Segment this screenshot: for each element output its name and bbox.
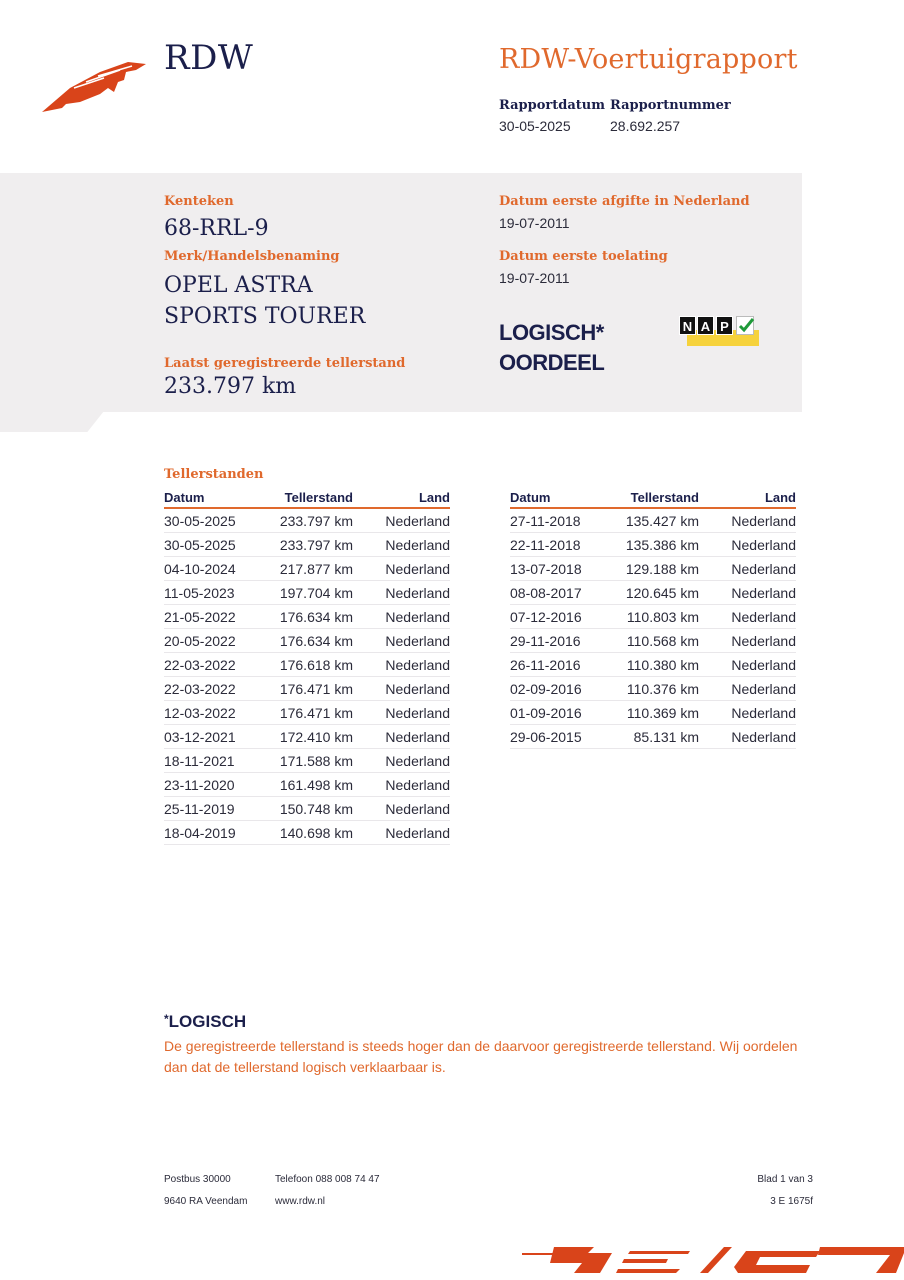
cell-tellerstand: 140.698 km [276, 821, 353, 845]
table-row [164, 725, 450, 749]
table-row [510, 508, 796, 533]
cell-tellerstand: 176.634 km [276, 605, 353, 629]
afgifte-value: 19-07-2011 [499, 215, 570, 231]
cell-land: Nederland [353, 677, 450, 701]
cell-tellerstand: 129.188 km [622, 557, 699, 581]
cell-tellerstand: 176.471 km [276, 677, 353, 701]
cell-land: Nederland [699, 653, 796, 677]
table-row [510, 581, 796, 605]
cell-land: Nederland [353, 797, 450, 821]
cell-land: Nederland [699, 629, 796, 653]
verdict [499, 318, 604, 378]
cell-datum: 01-09-2016 [510, 701, 622, 725]
table-row [164, 677, 450, 701]
cell-tellerstand: 172.410 km [276, 725, 353, 749]
cell-tellerstand: 161.498 km [276, 773, 353, 797]
cell-datum: 21-05-2022 [164, 605, 276, 629]
cell-tellerstand: 120.645 km [622, 581, 699, 605]
table-row [164, 581, 450, 605]
col-datum: Datum [164, 487, 276, 508]
cell-land: Nederland [353, 557, 450, 581]
table-row [164, 629, 450, 653]
cell-tellerstand: 135.386 km [622, 533, 699, 557]
cell-land: Nederland [699, 605, 796, 629]
cell-datum: 11-05-2023 [164, 581, 276, 605]
cell-land: Nederland [353, 725, 450, 749]
footer-page-number: Blad 1 van 3 [757, 1174, 813, 1185]
col-land: Land [353, 487, 450, 508]
tellerstanden-table-left [164, 487, 450, 845]
rdw-stripe-decoration-icon [520, 1243, 904, 1280]
cell-tellerstand: 110.380 km [622, 653, 699, 677]
cell-datum: 22-11-2018 [510, 533, 622, 557]
table-row [164, 557, 450, 581]
cell-tellerstand: 110.369 km [622, 701, 699, 725]
tellerstanden-title: Tellerstanden [164, 467, 264, 482]
table-row [164, 821, 450, 845]
merk-line2: SPORTS TOURER [164, 304, 366, 329]
cell-datum: 13-07-2018 [510, 557, 622, 581]
rdw-feather-logo-icon [40, 58, 148, 114]
cell-datum: 03-12-2021 [164, 725, 276, 749]
table-row [164, 653, 450, 677]
cell-datum: 26-11-2016 [510, 653, 622, 677]
merk-line1: OPEL ASTRA [164, 273, 313, 298]
rapportnummer-label: Rapportnummer [610, 98, 731, 113]
cell-datum: 22-03-2022 [164, 677, 276, 701]
footer-postbus: Postbus 30000 [164, 1174, 231, 1185]
cell-datum: 25-11-2019 [164, 797, 276, 821]
cell-tellerstand: 233.797 km [276, 533, 353, 557]
cell-datum: 27-11-2018 [510, 508, 622, 533]
cell-land: Nederland [699, 701, 796, 725]
cell-tellerstand: 217.877 km [276, 557, 353, 581]
cell-datum: 02-09-2016 [510, 677, 622, 701]
cell-land: Nederland [353, 508, 450, 533]
toelating-value: 19-07-2011 [499, 270, 570, 286]
cell-datum: 30-05-2025 [164, 508, 276, 533]
table-row [164, 773, 450, 797]
nap-check-icon [736, 316, 754, 335]
cell-land: Nederland [353, 773, 450, 797]
cell-land: Nederland [699, 508, 796, 533]
cell-land: Nederland [353, 533, 450, 557]
cell-land: Nederland [353, 821, 450, 845]
toelating-label: Datum eerste toelating [499, 249, 668, 264]
merk-label: Merk/Handelsbenaming [164, 249, 340, 264]
cell-datum: 12-03-2022 [164, 701, 276, 725]
cell-datum: 04-10-2024 [164, 557, 276, 581]
cell-tellerstand: 197.704 km [276, 581, 353, 605]
report-title: RDW-Voertuigrapport [499, 44, 798, 75]
table-row [164, 749, 450, 773]
kenteken-label: Kenteken [164, 194, 234, 209]
cell-land: Nederland [699, 557, 796, 581]
table-row [164, 533, 450, 557]
table-row [510, 653, 796, 677]
table-row [510, 557, 796, 581]
table-row [164, 508, 450, 533]
cell-datum: 22-03-2022 [164, 653, 276, 677]
cell-datum: 08-08-2017 [510, 581, 622, 605]
cell-land: Nederland [699, 581, 796, 605]
cell-datum: 18-11-2021 [164, 749, 276, 773]
footnote-title-text: LOGISCH [168, 1012, 247, 1031]
cell-datum: 29-06-2015 [510, 725, 622, 749]
table-row [510, 533, 796, 557]
cell-tellerstand: 135.427 km [622, 508, 699, 533]
rdw-logo-text: RDW [164, 38, 254, 78]
nap-letter-n: N [679, 316, 696, 335]
footnote-star: * [164, 1012, 169, 1026]
table-row [510, 629, 796, 653]
table-row [510, 725, 796, 749]
cell-tellerstand: 233.797 km [276, 508, 353, 533]
cell-datum: 20-05-2022 [164, 629, 276, 653]
table-row [164, 797, 450, 821]
nap-letter-p: P [716, 316, 733, 335]
cell-land: Nederland [353, 653, 450, 677]
col-tellerstand: Tellerstand [622, 487, 699, 508]
kenteken-value: 68-RRL-9 [164, 216, 269, 241]
rapportdatum-label: Rapportdatum [499, 98, 605, 113]
footer-address: 9640 RA Veendam [164, 1196, 248, 1207]
col-tellerstand: Tellerstand [276, 487, 353, 508]
cell-tellerstand: 171.588 km [276, 749, 353, 773]
table-row [164, 605, 450, 629]
footnote-title [164, 1012, 246, 1032]
rapportdatum-value: 30-05-2025 [499, 118, 571, 134]
cell-land: Nederland [353, 629, 450, 653]
verdict-line2: OORDEEL [499, 350, 605, 375]
panel-tab-decoration [0, 411, 104, 432]
cell-land: Nederland [353, 749, 450, 773]
cell-land: Nederland [353, 605, 450, 629]
cell-datum: 29-11-2016 [510, 629, 622, 653]
cell-land: Nederland [699, 533, 796, 557]
table-row [510, 701, 796, 725]
cell-tellerstand: 176.471 km [276, 701, 353, 725]
cell-tellerstand: 85.131 km [622, 725, 699, 749]
footnote-text: De geregistreerde tellerstand is steeds hoger dan de daarvoor geregistreerde tellerstand. Wij oordelen dan dat de tellerstand logisch verklaarbaar is. [164, 1038, 798, 1075]
table-row [510, 677, 796, 701]
cell-datum: 30-05-2025 [164, 533, 276, 557]
col-land: Land [699, 487, 796, 508]
cell-tellerstand: 176.634 km [276, 629, 353, 653]
tellerstanden-table-right [510, 487, 796, 749]
cell-tellerstand: 150.748 km [276, 797, 353, 821]
footer-website-link[interactable]: www.rdw.nl [275, 1196, 326, 1207]
nap-logo [679, 316, 761, 348]
verdict-line1: LOGISCH* [499, 320, 604, 345]
cell-tellerstand: 110.568 km [622, 629, 699, 653]
table-row [510, 605, 796, 629]
cell-land: Nederland [353, 581, 450, 605]
cell-tellerstand: 110.803 km [622, 605, 699, 629]
cell-tellerstand: 176.618 km [276, 653, 353, 677]
tellerstand-label: Laatst geregistreerde tellerstand [164, 356, 406, 371]
cell-datum: 07-12-2016 [510, 605, 622, 629]
footer-code: 3 E 1675f [770, 1196, 813, 1207]
table-row [164, 701, 450, 725]
afgifte-label: Datum eerste afgifte in Nederland [499, 194, 750, 209]
cell-land: Nederland [699, 725, 796, 749]
cell-land: Nederland [353, 701, 450, 725]
tellerstand-value: 233.797 km [164, 374, 297, 399]
cell-land: Nederland [699, 677, 796, 701]
rapportnummer-value: 28.692.257 [610, 118, 681, 134]
cell-datum: 18-04-2019 [164, 821, 276, 845]
cell-datum: 23-11-2020 [164, 773, 276, 797]
cell-tellerstand: 110.376 km [622, 677, 699, 701]
nap-letter-a: A [697, 316, 714, 335]
footer-telefoon: Telefoon 088 008 74 47 [275, 1174, 380, 1185]
col-datum: Datum [510, 487, 622, 508]
